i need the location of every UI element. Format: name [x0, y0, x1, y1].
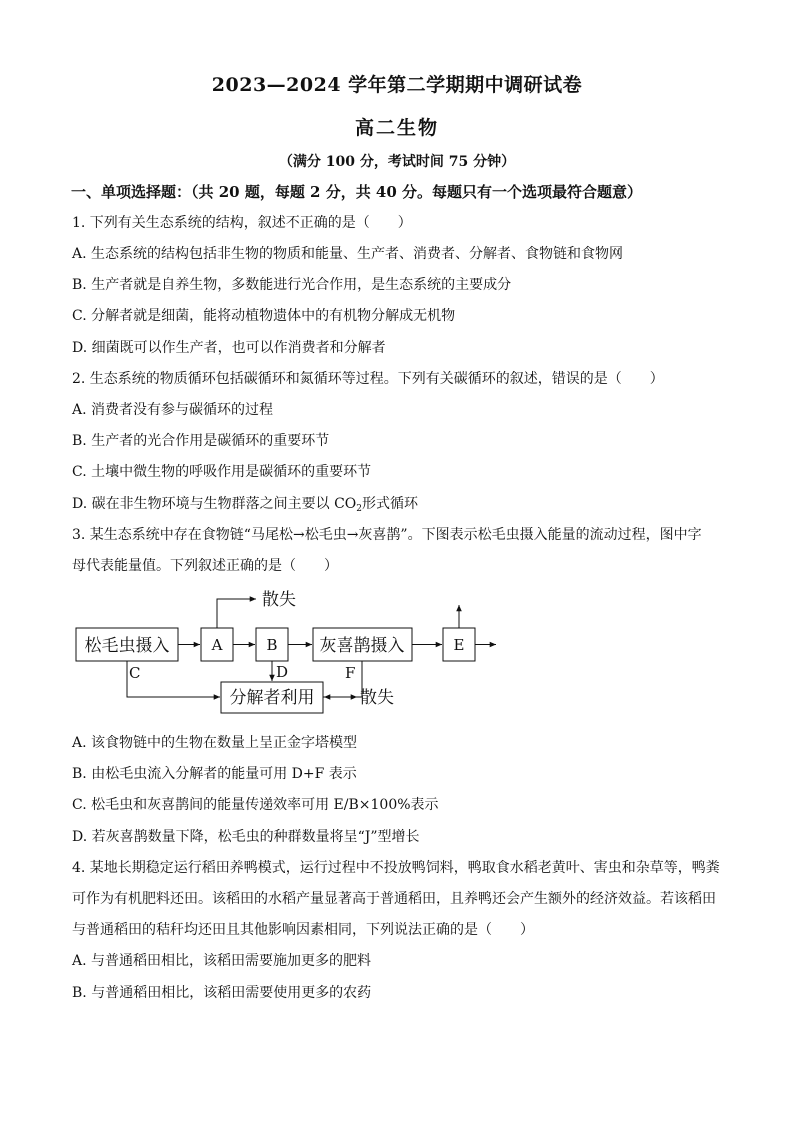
exam-title: 2023—2024 学年第二学期期中调研试卷 [211, 74, 583, 96]
label-d: D [276, 663, 289, 681]
label-loss-top: 散失 [262, 590, 296, 610]
q1-option-a: A. 生态系统的结构包括非生物的物质和能量、生产者、消费者、分解者、食物链和食物网 [72, 246, 624, 262]
q4-option-b: B. 与普通稻田相比，该稻田需要使用更多的农药 [72, 985, 372, 1001]
q4-stem-line2: 可作为有机肥料还田。该稻田的水稻产量显著高于普通稻田，且养鸭还会产生额外的经济效益。若该稻田 [72, 891, 716, 907]
q2-option-b: B. 生产者的光合作用是碳循环的重要环节 [72, 433, 330, 449]
q4-stem-line1: 4. 某地长期稳定运行稻田养鸭模式，运行过程中不投放鸭饲料，鸭取食水稻老黄叶、害虫和杂草等，鸭粪 [72, 860, 720, 876]
subject-title: 高二生物 [354, 117, 439, 139]
arrow-c-decomposer [127, 661, 220, 697]
arrow-a-loss [217, 599, 256, 628]
q2-option-d-suffix: 形式循环 [362, 496, 418, 512]
label-b: B [266, 636, 278, 654]
q3-option-d: D. 若灰喜鹊数量下降，松毛虫的种群数量将呈“J”型增长 [72, 829, 420, 845]
arrow-f [324, 661, 362, 697]
q1-option-c: C. 分解者就是细菌，能将动植物遗体中的有机物分解成无机物 [72, 308, 456, 324]
q1-stem: 1. 下列有关生态系统的结构，叙述不正确的是（ ） [72, 215, 412, 231]
q2-option-a: A. 消费者没有参与碳循环的过程 [72, 402, 274, 418]
label-decomposer: 分解者利用 [229, 688, 315, 708]
label-bird-intake: 灰喜鹊摄入 [319, 636, 405, 656]
label-c: C [129, 664, 141, 682]
q4-stem-line3: 与普通稻田的秸秆均还田且其他影响因素相同，下列说法正确的是（ ） [72, 922, 534, 938]
label-e: E [453, 636, 465, 654]
label-f: F [345, 664, 356, 682]
q4-option-a: A. 与普通稻田相比，该稻田需要施加更多的肥料 [72, 953, 372, 969]
label-intake: 松毛虫摄入 [84, 636, 170, 656]
q2-option-d-text: D. 碳在非生物环境与生物群落之间主要以 CO [72, 496, 357, 512]
exam-note: （满分 100 分，考试时间 75 分钟） [278, 154, 516, 170]
q3-option-b: B. 由松毛虫流入分解者的能量可用 D+F 表示 [72, 766, 357, 782]
q1-option-d: D. 细菌既可以作生产者，也可以作消费者和分解者 [72, 340, 386, 356]
label-loss-bottom: 散失 [360, 688, 394, 708]
q3-option-a: A. 该食物链中的生物在数量上呈正金字塔模型 [72, 735, 358, 751]
q3-option-c: C. 松毛虫和灰喜鹊间的能量传递效率可用 E/B×100%表示 [72, 797, 439, 813]
q3-stem-line1: 3. 某生态系统中存在食物链“马尾松→松毛虫→灰喜鹊”。下图表示松毛虫摄入能量的流动过程，图中字 [72, 527, 702, 543]
section-heading: 一、单项选择题：（共 20 题，每题 2 分，共 40 分。每题只有一个选项最符合题意） [71, 183, 643, 201]
q2-option-c: C. 土壤中微生物的呼吸作用是碳循环的重要环节 [72, 464, 372, 480]
q3-stem-line2: 母代表能量值。下列叙述正确的是（ ） [72, 558, 338, 574]
label-a: A [211, 636, 223, 654]
q2-option-d-subscript: 2 [356, 504, 362, 514]
q1-option-b: B. 生产者就是自养生物，多数能进行光合作用，是生态系统的主要成分 [72, 277, 512, 293]
q2-stem: 2. 生态系统的物质循环包括碳循环和氮循环等过程。下列有关碳循环的叙述，错误的是（ ） [72, 371, 664, 387]
